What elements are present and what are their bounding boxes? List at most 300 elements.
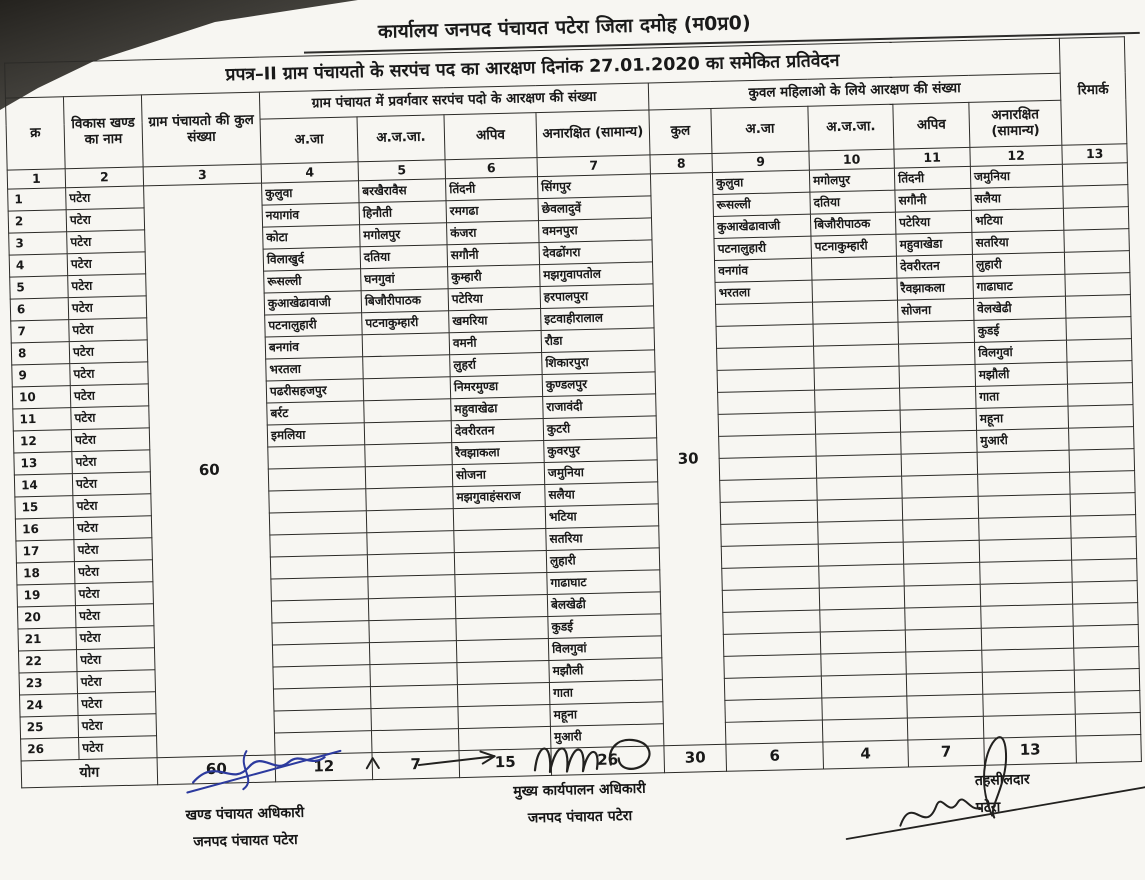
signatory-org: जनपद पंचायत पटेरा <box>193 831 298 850</box>
cell-remark <box>1065 251 1131 275</box>
cell-women-unreserved <box>978 494 1071 518</box>
cell-women-st <box>818 542 903 566</box>
cell-women-unreserved: सलैया <box>971 186 1064 210</box>
col-header-unreserved: अनारक्षित (सामान्य) <box>536 110 650 158</box>
cell-women-unreserved <box>983 692 1076 716</box>
cell-sarpanch-obc <box>455 572 547 596</box>
cell-sarpanch-sc <box>274 709 371 733</box>
cell-block: पटेरा <box>74 538 152 562</box>
cell-sarpanch-sc: नयागांव <box>262 203 359 227</box>
cell-women-obc <box>907 694 983 718</box>
cell-block: पटेरा <box>70 384 148 408</box>
cell-sarpanch-st: पटनाकुम्हारी <box>362 311 449 335</box>
cell-women-unreserved: गाढाघाट <box>973 274 1066 298</box>
cell-sarpanch-obc: तिंदनी <box>445 177 537 201</box>
cell-sarpanch-obc <box>456 616 548 640</box>
cell-women-sc <box>722 588 819 612</box>
cell-women-unreserved <box>982 648 1075 672</box>
cell-women-st <box>815 388 900 412</box>
cell-women-obc: देवरीरतन <box>896 254 972 278</box>
cell-women-sc <box>717 346 814 370</box>
total-women: 30 <box>664 744 727 772</box>
cell-women-st <box>822 696 907 720</box>
cell-remark <box>1074 647 1140 671</box>
group-header-women: कुवल महिलाओ के लिये आरक्षण की संख्या <box>648 73 1061 110</box>
cell-serial: 18 <box>16 562 75 585</box>
cell-women-st <box>817 498 902 522</box>
cell-block: पटेरा <box>79 736 157 760</box>
cell-women-st <box>816 432 901 456</box>
cell-serial: 11 <box>13 408 72 431</box>
office-title: कार्यालय जनपद पंचायत पटेरा जिला दमोह (म0प्र0) <box>377 12 752 43</box>
cell-sarpanch-unreserved: रौडा <box>541 328 654 353</box>
col-header-women-obc: अपिव <box>893 102 970 149</box>
col-header-women-unreserved: अनारक्षित (सामान्य) <box>969 100 1062 147</box>
cell-women-st <box>820 608 905 632</box>
cell-block: पटेरा <box>71 428 149 452</box>
cell-sarpanch-st <box>368 597 455 621</box>
cell-sarpanch-st: दतिया <box>360 245 447 269</box>
cell-remark <box>1068 405 1134 429</box>
cell-women-sc: पटनालुहारी <box>714 236 811 260</box>
cell-sarpanch-sc <box>275 731 372 755</box>
cell-serial: 26 <box>21 738 80 761</box>
cell-sarpanch-st <box>363 377 450 401</box>
cell-women-sc: कुलुवा <box>712 170 809 194</box>
col-number: 5 <box>358 160 445 181</box>
col-header-remark: रिमार्क <box>1059 37 1127 146</box>
cell-women-unreserved: गाता <box>976 384 1069 408</box>
cell-women-st <box>821 652 906 676</box>
cell-block: पटेरा <box>78 692 156 716</box>
cell-sarpanch-st <box>365 443 452 467</box>
cell-sarpanch-obc <box>454 550 546 574</box>
cell-sarpanch-sc <box>269 489 366 513</box>
cell-serial: 22 <box>18 650 77 673</box>
total-sarpanch-unreserved: 26 <box>551 746 665 776</box>
signature-block-ceo <box>469 775 690 833</box>
cell-sarpanch-st: मगोलपुर <box>360 223 447 247</box>
col-header-obc: अपिव <box>444 113 537 160</box>
col-number: 9 <box>712 151 809 172</box>
cell-women-st: दतिया <box>810 190 895 214</box>
col-number: 13 <box>1062 144 1127 165</box>
cell-women-sc <box>723 610 820 634</box>
cell-women-obc: पटेरिया <box>895 210 971 234</box>
cell-serial: 21 <box>18 628 77 651</box>
cell-women-unreserved: सतरिया <box>972 230 1065 254</box>
cell-serial: 1 <box>8 188 67 211</box>
cell-serial: 7 <box>11 320 70 343</box>
cell-women-unreserved: विलगुवां <box>974 340 1067 364</box>
cell-sarpanch-sc: कुआखेढावाजी <box>264 291 361 315</box>
cell-sarpanch-sc <box>273 687 370 711</box>
cell-sarpanch-sc: बर्रट <box>267 401 364 425</box>
cell-women-sc <box>720 478 817 502</box>
cell-women-unreserved: मझौली <box>975 362 1068 386</box>
cell-women-st <box>820 630 905 654</box>
cell-block: पटेरा <box>75 582 153 606</box>
cell-sarpanch-unreserved: सतरिया <box>546 526 659 551</box>
cell-sarpanch-sc: इमलिया <box>267 423 364 447</box>
cell-sarpanch-st <box>367 531 454 555</box>
total-remark <box>1076 735 1142 764</box>
cell-sarpanch-sc <box>272 621 369 645</box>
col-header-women-st: अ.ज.जा. <box>808 104 894 151</box>
cell-women-st <box>817 476 902 500</box>
cell-block: पटेरा <box>66 186 144 210</box>
signatory-title: खण्ड पंचायत अधिकारी <box>185 804 305 824</box>
cell-serial: 15 <box>15 496 74 519</box>
signature-block-tehsildar <box>927 766 1078 823</box>
cell-sarpanch-obc: पटेरिया <box>448 287 540 311</box>
cell-women-sc <box>725 698 822 722</box>
cell-sarpanch-sc <box>271 599 368 623</box>
signatory-org: पटेरा <box>975 798 1001 816</box>
cell-sarpanch-obc <box>457 660 549 684</box>
cell-sarpanch-obc: महुवाखेढा <box>451 397 543 421</box>
cell-sarpanch-sc: बनगांव <box>265 335 362 359</box>
cell-sarpanch-st <box>362 333 449 357</box>
cell-sarpanch-unreserved: राजावंदी <box>543 394 656 419</box>
col-header-women-sc: अ.जा <box>711 106 809 153</box>
cell-women-unreserved: जमुनिया <box>970 164 1063 188</box>
cell-women-st <box>813 300 898 324</box>
cell-sarpanch-unreserved: सिंगपुर <box>537 174 650 199</box>
totals-label: योग <box>21 758 158 788</box>
cell-women-st <box>819 586 904 610</box>
col-number: 12 <box>970 145 1063 166</box>
cell-serial: 19 <box>17 584 76 607</box>
col-number: 10 <box>809 149 894 170</box>
cell-sarpanch-unreserved: मझौली <box>549 658 662 683</box>
cell-women-st <box>814 344 899 368</box>
cell-sarpanch-unreserved: मुआरी <box>550 724 663 749</box>
cell-sarpanch-st <box>370 663 457 687</box>
cell-sarpanch-st <box>366 487 453 511</box>
cell-women-obc <box>899 342 975 366</box>
cell-women-unreserved: वेलखेढी <box>973 296 1066 320</box>
cell-women-unreserved: मुआरी <box>977 428 1070 452</box>
reservation-table <box>4 36 1142 788</box>
cell-sarpanch-obc <box>454 529 546 553</box>
cell-sarpanch-unreserved: गाढाघाट <box>547 570 660 595</box>
cell-sarpanch-st <box>371 729 458 753</box>
cell-sarpanch-sc <box>269 511 366 535</box>
cell-women-st <box>822 718 907 742</box>
signatory-title: तहसीलदार <box>974 771 1030 789</box>
cell-sarpanch-st <box>365 465 452 489</box>
cell-sarpanch-unreserved: कुडई <box>548 614 661 639</box>
cell-sarpanch-unreserved: कुटरी <box>543 416 656 441</box>
cell-block: पटेरा <box>68 274 146 298</box>
cell-serial: 8 <box>11 342 70 365</box>
cell-sarpanch-unreserved: सलैया <box>545 482 658 507</box>
cell-sarpanch-sc <box>268 467 365 491</box>
col-header-women-total: कुल <box>649 108 712 154</box>
cell-serial: 9 <box>12 364 71 387</box>
cell-block: पटेरा <box>72 472 150 496</box>
cell-sarpanch-sc: पढरीसहजपुर <box>266 379 363 403</box>
cell-women-obc <box>902 496 978 520</box>
cell-women-sc <box>716 302 813 326</box>
cell-remark <box>1072 559 1138 583</box>
cell-sarpanch-unreserved: इटवाहीरालाल <box>541 306 654 331</box>
cell-women-unreserved: महूना <box>976 406 1069 430</box>
cell-sarpanch-obc: निमरमुण्डा <box>450 375 542 399</box>
scanned-sheet <box>3 0 1145 874</box>
cell-women-sc <box>721 544 818 568</box>
total-women-sc: 6 <box>726 742 824 771</box>
cell-women-unreserved <box>979 516 1072 540</box>
cell-sarpanch-st: हिनौती <box>359 201 446 225</box>
cell-serial: 16 <box>15 518 74 541</box>
cell-block: पटेरा <box>72 450 150 474</box>
cell-women-obc <box>899 364 975 388</box>
cell-sarpanch-st: बिजौरीपाठक <box>361 289 448 313</box>
cell-women-obc: सोजना <box>897 298 973 322</box>
cell-sarpanch-obc: मझगुवाहंसराज <box>453 485 545 509</box>
col-header-serial: क्र <box>5 97 65 170</box>
cell-women-st <box>815 410 900 434</box>
total-women-unreserved: 13 <box>984 736 1077 765</box>
cell-remark <box>1071 537 1137 561</box>
cell-block: पटेरा <box>73 494 151 518</box>
cell-sarpanch-st: बरखैरावैस <box>359 179 446 203</box>
cell-women-st <box>812 278 897 302</box>
total-gp-count: 60 <box>157 755 276 785</box>
cell-sarpanch-unreserved: मझगुवापतोल <box>540 262 653 287</box>
signatory-title: मुख्य कार्यपालन अधिकारी <box>513 780 646 800</box>
cell-women-sc: रूसल्ली <box>713 192 810 216</box>
cell-women-obc: तिंदनी <box>894 166 970 190</box>
cell-sarpanch-unreserved: वमनपुरा <box>539 218 652 243</box>
cell-sarpanch-unreserved: महूना <box>550 702 663 727</box>
cell-block: पटेरा <box>67 230 145 254</box>
cell-sarpanch-st <box>363 355 450 379</box>
col-number: 8 <box>650 153 712 173</box>
cell-sarpanch-unreserved: बेलखेढी <box>547 592 660 617</box>
cell-women-sc <box>724 654 821 678</box>
cell-block: पटेरा <box>78 714 156 738</box>
cell-women-sc <box>723 632 820 656</box>
cell-sarpanch-obc: कुम्हारी <box>448 265 540 289</box>
cell-women-sc <box>718 390 815 414</box>
cell-sarpanch-obc: देवरीरतन <box>451 419 543 443</box>
cell-women-sc <box>716 324 813 348</box>
cell-women-obc <box>901 452 977 476</box>
cell-women-obc: रैवझाकला <box>897 276 973 300</box>
cell-serial: 6 <box>10 298 69 321</box>
cell-women-unreserved <box>981 604 1074 628</box>
cell-serial: 17 <box>16 540 75 563</box>
cell-women-sc <box>718 412 815 436</box>
cell-women-obc <box>906 672 982 696</box>
cell-serial: 24 <box>20 694 79 717</box>
cell-women-unreserved <box>977 450 1070 474</box>
cell-sarpanch-obc: रमगढा <box>446 199 538 223</box>
cell-women-sc: भरतला <box>715 280 812 304</box>
total-women-st: 4 <box>823 740 909 769</box>
cell-sarpanch-unreserved: शिकारपुरा <box>542 350 655 375</box>
cell-women-obc <box>903 518 979 542</box>
cell-sarpanch-obc <box>458 726 550 750</box>
cell-sarpanch-st <box>368 575 455 599</box>
cell-sarpanch-sc <box>271 577 368 601</box>
cell-women-sc <box>719 434 816 458</box>
cell-women-st: पटनाकुम्हारी <box>811 234 896 258</box>
cell-women-obc <box>905 606 981 630</box>
cell-remark <box>1074 669 1140 693</box>
cell-women-obc <box>905 628 981 652</box>
cell-block: पटेरा <box>75 604 153 628</box>
cell-women-unreserved: कुडई <box>974 318 1067 342</box>
cell-women-st <box>821 674 906 698</box>
table-body <box>8 163 1141 761</box>
cell-serial: 3 <box>9 232 68 255</box>
cell-sarpanch-obc: लुहर्रा <box>450 353 542 377</box>
col-number: 1 <box>7 169 65 189</box>
form-subtitle: प्रपत्र–II ग्राम पंचायतो के सरपंच पद का आरक्षण दिनांक 27.01.2020 का समेकित प्रतिवेदन <box>5 38 1061 98</box>
cell-block: पटेरा <box>76 626 154 650</box>
cell-sarpanch-unreserved: भटिया <box>545 504 658 529</box>
cell-serial: 10 <box>12 386 71 409</box>
cell-remark <box>1070 471 1136 495</box>
cell-serial: 12 <box>13 430 72 453</box>
cell-serial: 5 <box>10 276 69 299</box>
col-number: 2 <box>65 167 143 188</box>
cell-sarpanch-unreserved: विलगुवां <box>548 636 661 661</box>
cell-remark <box>1069 427 1135 451</box>
cell-women-sc <box>719 456 816 480</box>
col-header-block: विकास खण्ड का नाम <box>63 95 143 169</box>
cell-sarpanch-obc <box>453 507 545 531</box>
cell-women-obc <box>904 584 980 608</box>
cell-serial: 14 <box>14 474 73 497</box>
cell-remark <box>1063 185 1129 209</box>
cell-women-st <box>819 564 904 588</box>
cell-women-st: मगोलपुर <box>809 168 894 192</box>
signatory-org: जनपद पंचायत पटेरा <box>527 807 633 827</box>
cell-women-unreserved <box>979 538 1072 562</box>
cell-women-sc <box>725 720 822 744</box>
group-header-sarpanch: ग्राम पंचायत में प्रवर्गवार सरपंच पदो के आरक्षण की संख्या <box>259 83 649 119</box>
cell-women-sc <box>720 500 817 524</box>
cell-women-unreserved <box>980 560 1073 584</box>
cell-remark <box>1062 163 1128 187</box>
cell-sarpanch-obc <box>457 682 549 706</box>
cell-women-obc: महुवाखेडा <box>896 232 972 256</box>
cell-women-unreserved: भटिया <box>971 208 1064 232</box>
cell-remark <box>1067 339 1133 363</box>
cell-women-unreserved <box>980 582 1073 606</box>
cell-remark <box>1073 603 1139 627</box>
cell-sarpanch-sc <box>270 555 367 579</box>
cell-women-unreserved <box>983 714 1076 738</box>
total-sarpanch-obc: 15 <box>459 748 552 777</box>
cell-sarpanch-unreserved: हरपालपुरा <box>540 284 653 309</box>
cell-women-st <box>813 322 898 346</box>
cell-sarpanch-st <box>369 641 456 665</box>
cell-serial: 2 <box>8 210 67 233</box>
cell-remark <box>1063 207 1129 231</box>
col-number: 4 <box>261 162 358 183</box>
col-number: 6 <box>445 158 537 179</box>
cell-block: पटेरा <box>76 648 154 672</box>
cell-women-total-merged: 30 <box>650 172 725 745</box>
cell-sarpanch-st <box>364 399 451 423</box>
cell-sarpanch-obc: सोजना <box>452 463 544 487</box>
cell-sarpanch-sc: रूसल्ली <box>264 269 361 293</box>
cell-women-st: बिजौरीपाठक <box>810 212 895 236</box>
cell-sarpanch-unreserved: देवढोंगरा <box>539 240 652 265</box>
cell-serial: 25 <box>20 716 79 739</box>
cell-sarpanch-st <box>370 685 457 709</box>
cell-sarpanch-unreserved: कुवरपुर <box>544 438 657 463</box>
cell-sarpanch-unreserved: लुहारी <box>546 548 659 573</box>
col-number: 11 <box>894 147 970 168</box>
cell-remark <box>1073 625 1139 649</box>
cell-remark <box>1072 581 1138 605</box>
col-header-sc: अ.जा <box>260 117 358 164</box>
cell-remark <box>1064 229 1130 253</box>
cell-sarpanch-sc <box>270 533 367 557</box>
cell-women-sc <box>722 566 819 590</box>
cell-block: पटेरा <box>74 560 152 584</box>
col-number: 7 <box>537 155 650 177</box>
cell-remark <box>1067 361 1133 385</box>
total-women-obc: 7 <box>908 738 985 767</box>
cell-remark <box>1065 273 1131 297</box>
cell-serial: 20 <box>17 606 76 629</box>
cell-sarpanch-sc <box>272 643 369 667</box>
cell-block: पटेरा <box>69 340 147 364</box>
cell-women-obc <box>900 408 976 432</box>
cell-women-obc <box>901 430 977 454</box>
cell-women-st <box>816 454 901 478</box>
cell-women-obc <box>903 540 979 564</box>
cell-sarpanch-obc <box>456 638 548 662</box>
cell-remark <box>1069 449 1135 473</box>
cell-women-st <box>814 366 899 390</box>
cell-women-obc <box>904 562 980 586</box>
cell-serial: 23 <box>19 672 78 695</box>
cell-sarpanch-sc: भरतला <box>266 357 363 381</box>
cell-sarpanch-unreserved: गाता <box>549 680 662 705</box>
cell-women-unreserved <box>981 626 1074 650</box>
cell-women-obc <box>898 320 974 344</box>
cell-serial: 13 <box>14 452 73 475</box>
cell-sarpanch-obc: खमरिया <box>449 309 541 333</box>
cell-sarpanch-sc <box>268 445 365 469</box>
cell-block: पटेरा <box>69 318 147 342</box>
cell-total-gp-merged: 60 <box>144 183 275 758</box>
total-sarpanch-sc: 12 <box>275 753 373 782</box>
cell-women-obc <box>900 386 976 410</box>
cell-sarpanch-sc <box>273 665 370 689</box>
cell-women-sc <box>721 522 818 546</box>
col-header-total-gp: ग्राम पंचायतो की कुल संख्या <box>141 92 261 167</box>
cell-sarpanch-st <box>366 509 453 533</box>
cell-remark <box>1075 691 1141 715</box>
cell-women-st <box>811 256 896 280</box>
cell-serial: 4 <box>9 254 68 277</box>
cell-women-sc: कुआखेढावाजी <box>713 214 810 238</box>
cell-sarpanch-sc: कोटा <box>263 225 360 249</box>
cell-sarpanch-obc: वमनी <box>449 331 541 355</box>
cell-remark <box>1070 493 1136 517</box>
col-header-st: अ.ज.जा. <box>357 115 445 162</box>
